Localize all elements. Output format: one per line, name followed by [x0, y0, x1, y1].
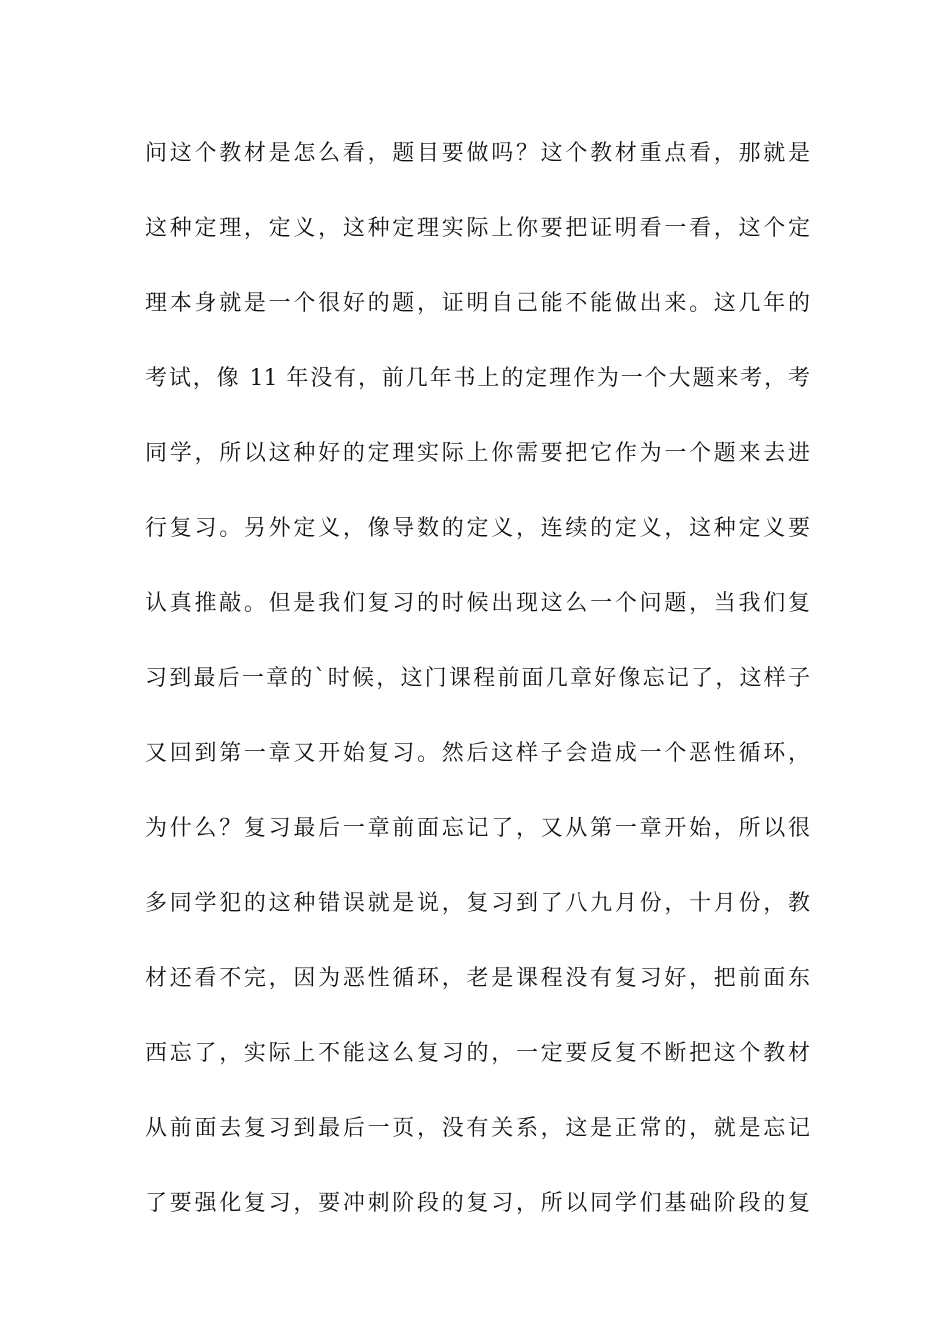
text-line: 了要强化复习，要冲刺阶段的复习，所以同学们基础阶段的复	[145, 1191, 810, 1216]
text-line: 理本身就是一个很好的题，证明自己能不能做出来。这几年的	[145, 291, 810, 316]
text-line: 多同学犯的这种错误就是说，复习到了八九月份，十月份，教	[145, 891, 810, 916]
text-line: 同学，所以这种好的定理实际上你需要把它作为一个题来去进	[145, 441, 810, 466]
text-line: 考试，像 11 年没有，前几年书上的定理作为一个大题来考，考	[145, 366, 810, 391]
text-line: 行复习。另外定义，像导数的定义，连续的定义，这种定义要	[145, 516, 810, 541]
text-line: 从前面去复习到最后一页，没有关系，这是正常的，就是忘记	[145, 1116, 810, 1141]
body-text	[145, 133, 810, 1258]
text-line: 西忘了，实际上不能这么复习的，一定要反复不断把这个教材	[145, 1041, 810, 1066]
text-line: 习到最后一章的`时候，这门课程前面几章好像忘记了，这样子	[145, 666, 810, 691]
text-line: 这种定理，定义，这种定理实际上你要把证明看一看，这个定	[145, 216, 810, 241]
text-line: 认真推敲。但是我们复习的时候出现这么一个问题，当我们复	[145, 591, 810, 616]
text-line: 材还看不完，因为恶性循环，老是课程没有复习好，把前面东	[145, 966, 810, 991]
text-line: 又回到第一章又开始复习。然后这样子会造成一个恶性循环，	[145, 741, 810, 766]
text-line: 问这个教材是怎么看，题目要做吗？这个教材重点看，那就是	[145, 141, 810, 166]
text-line: 为什么？复习最后一章前面忘记了，又从第一章开始，所以很	[145, 816, 810, 841]
